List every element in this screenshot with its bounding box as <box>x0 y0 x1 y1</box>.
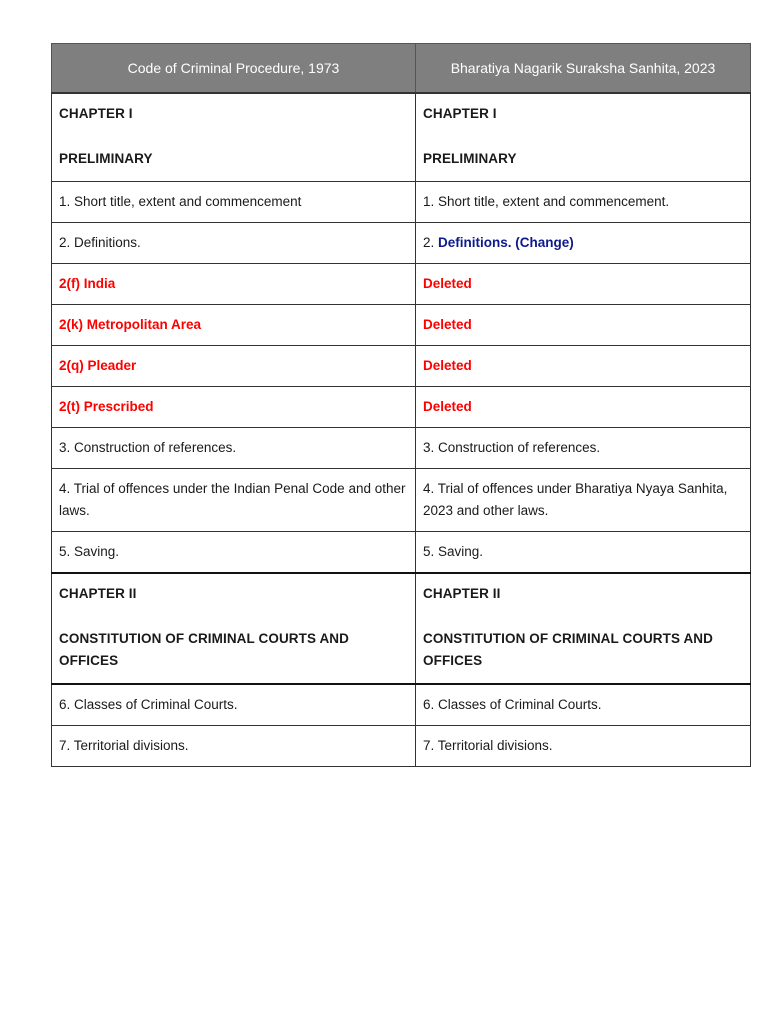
deleted-section-left: 2(q) Pleader <box>52 346 416 387</box>
deleted-label: Deleted <box>416 346 751 387</box>
chapter-number: CHAPTER I <box>59 106 133 121</box>
section-left: 6. Classes of Criminal Courts. <box>52 684 416 726</box>
header-row <box>52 44 751 94</box>
deleted-label: Deleted <box>416 264 751 305</box>
header-crpc: Code of Criminal Procedure, 1973 <box>52 44 416 94</box>
comparison-table <box>51 43 751 767</box>
chapter-cell-right <box>416 93 751 182</box>
deleted-section-left: 2(f) India <box>52 264 416 305</box>
deleted-section-left: 2(k) Metropolitan Area <box>52 305 416 346</box>
chapter-number: CHAPTER II <box>59 586 137 601</box>
chapter-title: CONSTITUTION OF CRIMINAL COURTS AND OFFICES <box>423 631 713 668</box>
table-row <box>52 346 751 387</box>
section-right: 1. Short title, extent and commencement. <box>416 182 751 223</box>
section-left: 4. Trial of offences under the Indian Penal Code and other laws. <box>52 469 416 532</box>
chapter-number: CHAPTER II <box>423 586 501 601</box>
section-right <box>416 223 751 264</box>
section-right: 5. Saving. <box>416 532 751 574</box>
section-right: 4. Trial of offences under Bharatiya Nyaya Sanhita, 2023 and other laws. <box>416 469 751 532</box>
section-left: 5. Saving. <box>52 532 416 574</box>
chapter-cell-left <box>52 93 416 182</box>
section-right: 3. Construction of references. <box>416 428 751 469</box>
section-number: 2. <box>423 235 439 250</box>
deleted-label: Deleted <box>416 387 751 428</box>
chapter-row <box>52 93 751 182</box>
section-left: 7. Territorial divisions. <box>52 726 416 767</box>
section-left: 3. Construction of references. <box>52 428 416 469</box>
chapter-number: CHAPTER I <box>423 106 497 121</box>
deleted-label: Deleted <box>416 305 751 346</box>
section-right: 6. Classes of Criminal Courts. <box>416 684 751 726</box>
table-row <box>52 532 751 574</box>
section-left: 2. Definitions. <box>52 223 416 264</box>
table-row <box>52 387 751 428</box>
changed-text: Definitions. (Change) <box>438 235 574 250</box>
deleted-section-left: 2(t) Prescribed <box>52 387 416 428</box>
table-row <box>52 264 751 305</box>
chapter-row <box>52 573 751 684</box>
chapter-title: PRELIMINARY <box>59 151 153 166</box>
chapter-title: CONSTITUTION OF CRIMINAL COURTS AND OFFICES <box>59 631 349 668</box>
header-bnss: Bharatiya Nagarik Suraksha Sanhita, 2023 <box>416 44 751 94</box>
table-row <box>52 305 751 346</box>
table-row <box>52 182 751 223</box>
table-row <box>52 223 751 264</box>
table-row <box>52 684 751 726</box>
table-row <box>52 428 751 469</box>
chapter-cell-left <box>52 573 416 684</box>
chapter-cell-right <box>416 573 751 684</box>
table-row <box>52 726 751 767</box>
section-right: 7. Territorial divisions. <box>416 726 751 767</box>
section-left: 1. Short title, extent and commencement <box>52 182 416 223</box>
table-row <box>52 469 751 532</box>
chapter-title: PRELIMINARY <box>423 151 517 166</box>
